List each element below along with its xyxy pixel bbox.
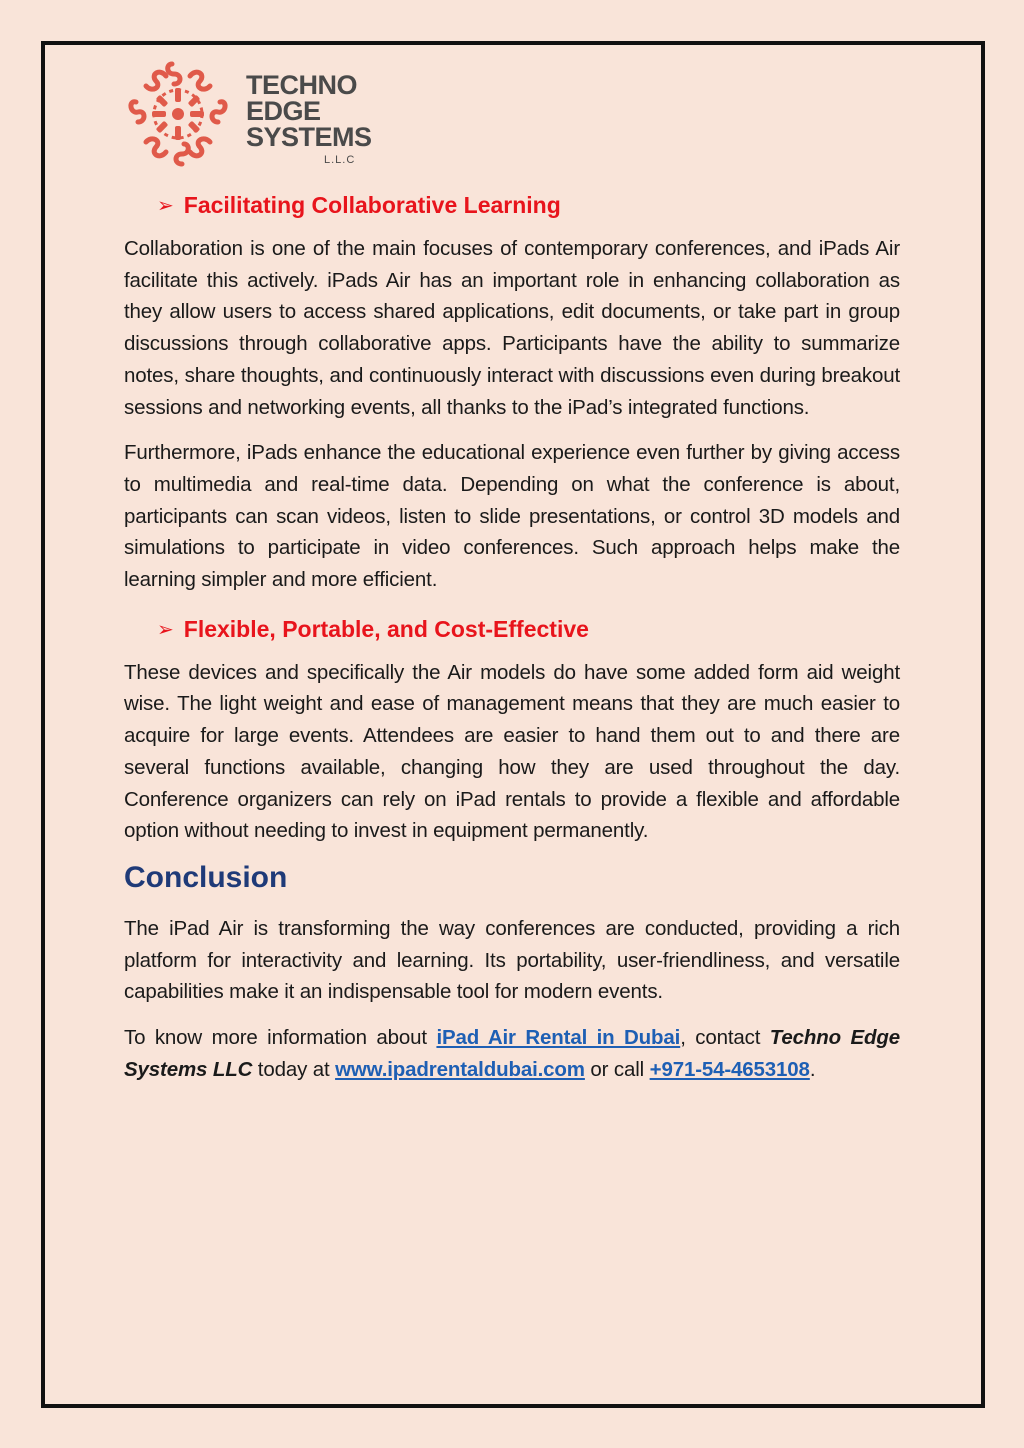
company-logo [122, 58, 372, 176]
paragraph-portable: These devices and specifically the Air models do have some added form aid weight wise. The light weight and ease of management means that they are much easier to acquire for large events. Attendees are easier to hand them out to and there are several functions available, changing how they are used throughout the day. Conference organizers can rely on iPad rentals to provide a flexible and affordable option without needing to invest in equipment permanently. [124, 660, 900, 843]
phone-link[interactable]: +971-54-4653108 [649, 1057, 810, 1081]
logo-mark-icon [122, 58, 234, 170]
logo-wordmark [246, 72, 372, 166]
paragraph-collaboration: Collaboration is one of the main focuses of contemporary conferences, and iPads Air facilitate this actively. iPads Air has an important role in enhancing collaboration as they allow users to access shared applications, edit documents, or take part in group discussions through collaborative apps. Participants have the ability to summarize notes, share thoughts, and continuously interact with discussions even during breakout sessions and networking events, all thanks to the iPad’s integrated functions. [124, 237, 900, 419]
website-link[interactable]: www.ipadrentaldubai.com [335, 1057, 585, 1081]
paragraph-multimedia: Furthermore, iPads enhance the educational experience even further by giving access to multimedia and real-time data. Depending on what the conference is about, participants can scan videos, listen to slide presentations, or control 3D models and simulations to participate in video conferences. Such approach helps make the learning simpler and more efficient. [124, 441, 900, 592]
cta-mid-3: or call [584, 1057, 650, 1081]
section-heading-collaborative [157, 192, 900, 219]
cta-mid-2: today at [252, 1057, 336, 1081]
section-heading-text: Facilitating Collaborative Learning [183, 192, 561, 218]
conclusion-heading: Conclusion [124, 860, 288, 894]
paragraph-conclusion: The iPad Air is transforming the way conferences are conducted, providing a rich platform for interactivity and learning. Its portability, user-friendliness, and versatile capabilities make it an indispensable tool for modern events. [124, 916, 900, 1004]
paragraph-contact [124, 1022, 900, 1085]
company-name: Techno Edge Systems LLC [124, 1026, 900, 1081]
cta-prefix: To know more information about [124, 1026, 437, 1050]
section-heading-text: Flexible, Portable, and Cost-Effective [183, 615, 589, 642]
logo-line-2: EDGE [246, 96, 321, 126]
cta-mid-1: , contact [680, 1026, 770, 1050]
section-heading-flexible [157, 616, 900, 643]
logo-llc: L.L.C [324, 154, 356, 166]
ipad-rental-link[interactable]: iPad Air Rental in Dubai [436, 1026, 681, 1050]
document-body [124, 192, 900, 1099]
arrow-bullet-icon: ➢ [157, 618, 174, 641]
arrow-bullet-icon: ➢ [157, 195, 174, 217]
logo-line-3: SYSTEMS [246, 122, 372, 152]
logo-line-1: TECHNO [246, 70, 357, 100]
cta-end: . [809, 1057, 816, 1081]
